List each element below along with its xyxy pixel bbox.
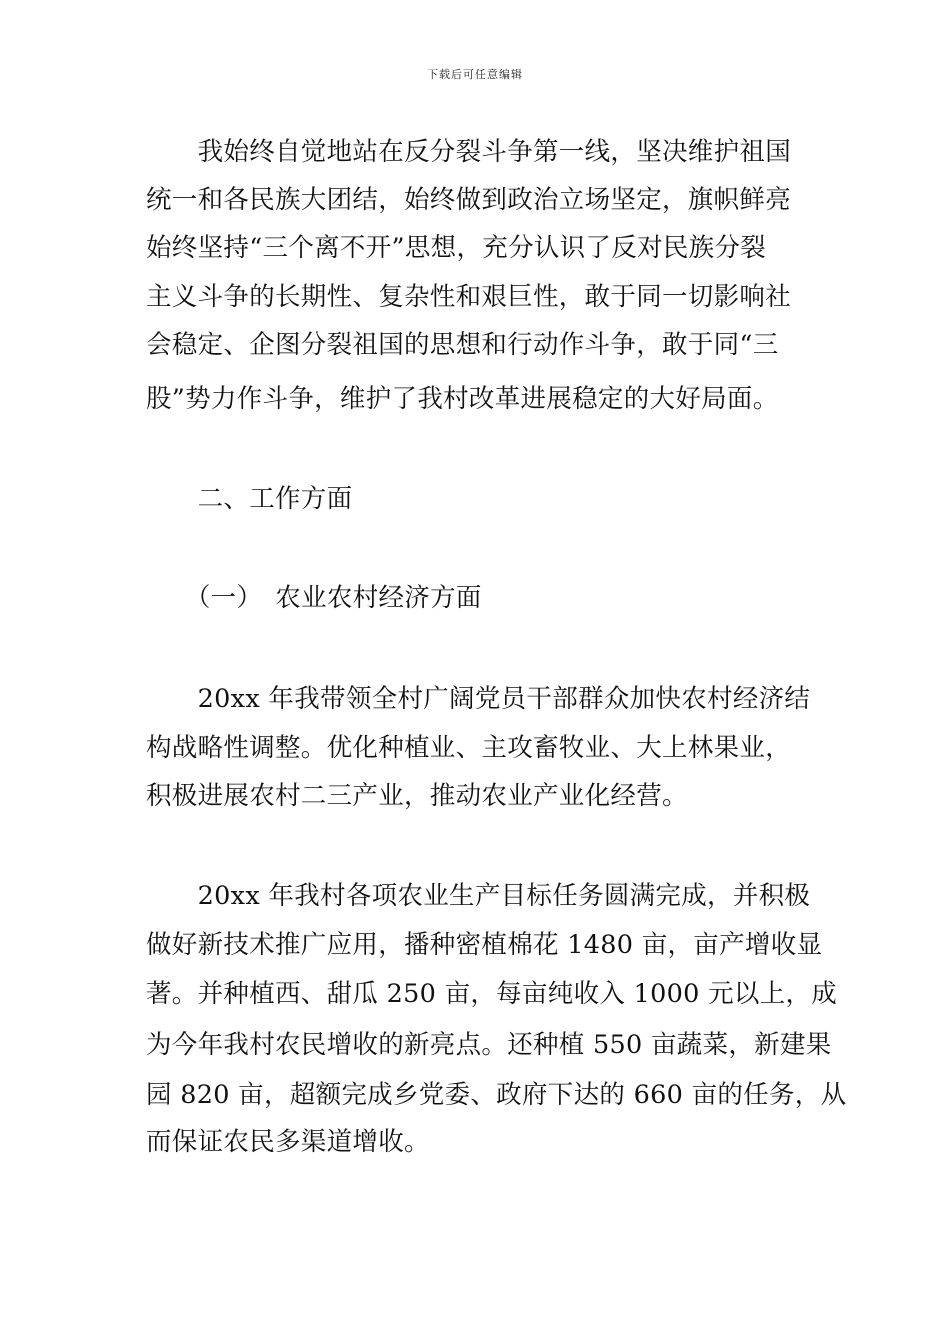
text-line: 始终坚持“三个离不开”思想，充分认识了反对民族分裂 [146,233,767,263]
text-line: 股”势力作斗争，维护了我村改革进展稳定的大好局面。 [146,384,779,414]
text-line: 20xx 年我带领全村广阔党员干部群众加快农村经济结 [146,684,811,714]
text-line: 统一和各民族大团结，始终做到政治立场坚定，旗帜鲜亮 [146,185,792,215]
text-line: 主义斗争的长期性、复杂性和艰巨性，敢于同一切影响社 [146,282,792,312]
text-line: 做好新技术推广应用，播种密植棉花 1480 亩，亩产增收显 [146,930,823,960]
subsection-heading: （一） 农业农村经济方面 [146,583,482,613]
text-line: 我始终自觉地站在反分裂斗争第一线，坚决维护祖国 [146,137,792,167]
text-line: 积极进展农村二三产业，推动农业产业化经营。 [146,781,688,811]
text-line: 为今年我村农民增收的新亮点。还种植 550 亩蔬菜，新建果 [146,1030,832,1060]
text-line: 20xx 年我村各项农业生产目标任务圆满完成，并积极 [146,881,811,911]
text-line: 著。并种植西、甜瓜 250 亩，每亩纯收入 1000 元以上，成 [146,979,838,1009]
text-line: 园 820 亩，超额完成乡党委、政府下达的 660 亩的任务，从 [146,1080,847,1110]
page-header-note: 下载后可任意编辑 [427,68,523,81]
section-heading: 二、工作方面 [146,484,353,514]
text-line: 构战略性调整。优化种植业、主攻畜牧业、大上林果业， [146,733,792,763]
text-line: 而保证农民多渠道增收。 [146,1127,430,1157]
text-line: 会稳定、企图分裂祖国的思想和行动作斗争，敢于同“三 [146,330,779,360]
